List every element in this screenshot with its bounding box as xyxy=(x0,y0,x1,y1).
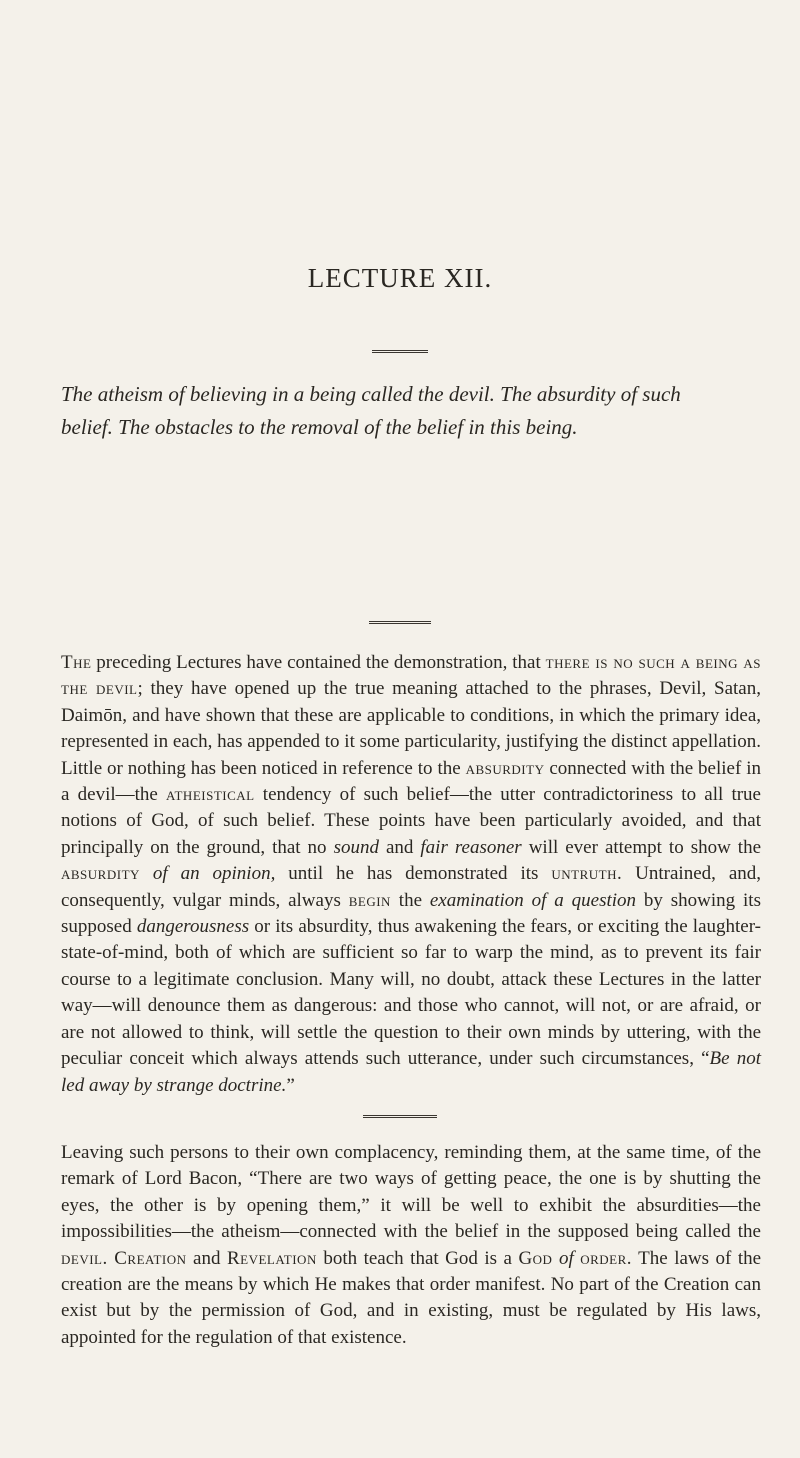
body-paragraph xyxy=(61,1140,761,1351)
text-run: preceding Lectures have contained the demonstration, that xyxy=(91,652,546,673)
text-run: until he has demonstrated its xyxy=(275,863,552,885)
text-run: and xyxy=(186,1247,227,1269)
body-paragraph xyxy=(61,650,761,1099)
divider-rule xyxy=(363,1115,437,1118)
divider-rule xyxy=(372,350,428,353)
text-run: the xyxy=(390,889,430,911)
emphasis-italic: of xyxy=(558,1247,574,1269)
text-run: Leaving such persons to their own complacency, reminding them, at the same time, of the remark of Lord Bacon, “There are two ways of getting peace, the one is by shutting the eyes, the other is by opening them,” it will be well to exhibit the absurdities—the impossibilities—the atheism—connected with the belief in the supposed being called the xyxy=(61,1142,761,1243)
text-run: ” xyxy=(286,1074,295,1096)
emphasis-smallcaps: begin xyxy=(348,889,391,911)
summary-line: The atheism of believing in a being called the devil. The absurdity of such xyxy=(61,382,681,406)
emphasis-italic: Be not led away by strange doctrine. xyxy=(61,1048,761,1096)
emphasis-smallcaps: order. xyxy=(580,1247,633,1269)
text-run: by showing its supposed xyxy=(61,889,761,938)
emphasis-italic: examination of a question xyxy=(429,889,637,911)
lecture-summary xyxy=(61,378,761,444)
emphasis-smallcaps: there is no such a being as the devil xyxy=(61,652,761,700)
lecture-title: LECTURE XII. xyxy=(307,263,493,293)
emphasis-smallcaps: absurdity xyxy=(465,757,545,779)
emphasis-italic: dangerousness xyxy=(136,916,250,938)
emphasis-italic: of an opinion, xyxy=(152,863,276,885)
emphasis-smallcaps: untruth. xyxy=(551,863,623,885)
emphasis-smallcaps: Revelation xyxy=(226,1247,317,1269)
text-run: or its absurdity, thus awakening the fears, or exciting the laughter-state-of-mind, both of which are sufficient so far to warp the mind, as to prevent its fair course to a legitimate conclusion. Many will, no doubt, attack these Lectures in the latter way—will denounce them as dangerous: and those who cannot, will not, or are afraid, or are not allowed to think, will settle the question to their own minds by uttering, with the peculiar conceit which always attends such utterance, under such circumstances, “ xyxy=(61,916,761,1070)
text-run: and xyxy=(378,836,421,858)
opening-word: The xyxy=(61,652,92,673)
text-run: both teach that God is a xyxy=(316,1247,519,1269)
emphasis-italic: sound xyxy=(333,836,379,858)
emphasis-smallcaps: atheistical xyxy=(166,784,255,806)
divider-rule xyxy=(369,621,431,624)
text-run: ; they have opened up the true meaning attached to the phrases, Devil, Satan, Daimōn, and have shown that these are applicable to conditions, in which the primary idea, represented in each, has appended to it some particularity, justifying the distinct appellation. Little or nothing has been noticed in reference to the xyxy=(61,678,761,779)
text-run: tendency of such belief—the utter contradictoriness to all true notions of God, of such belief. These points have been particularly avoided, and that principally on the ground, that no xyxy=(61,784,761,858)
emphasis-smallcaps: devil. xyxy=(61,1247,108,1269)
emphasis-smallcaps: absurdity xyxy=(61,863,140,885)
text-run: connected with the belief in a devil—the xyxy=(61,757,761,806)
emphasis-smallcaps: God xyxy=(518,1247,553,1269)
text-run xyxy=(140,863,153,884)
emphasis-smallcaps: Creation xyxy=(114,1247,187,1269)
text-run: The laws of the creation are the means by which He makes that order manifest. No part of the Creation can exist but by the permission of God, and in existing, must be regulated by His laws, appointed for the regulation of that existence. xyxy=(61,1247,762,1348)
text-run: Untrained, and, consequently, vulgar minds, always xyxy=(61,863,762,911)
text-run: will ever attempt to show the xyxy=(521,836,762,858)
summary-line: belief. The obstacles to the removal of the belief in this being. xyxy=(61,415,578,439)
emphasis-italic: fair reasoner xyxy=(420,836,522,858)
